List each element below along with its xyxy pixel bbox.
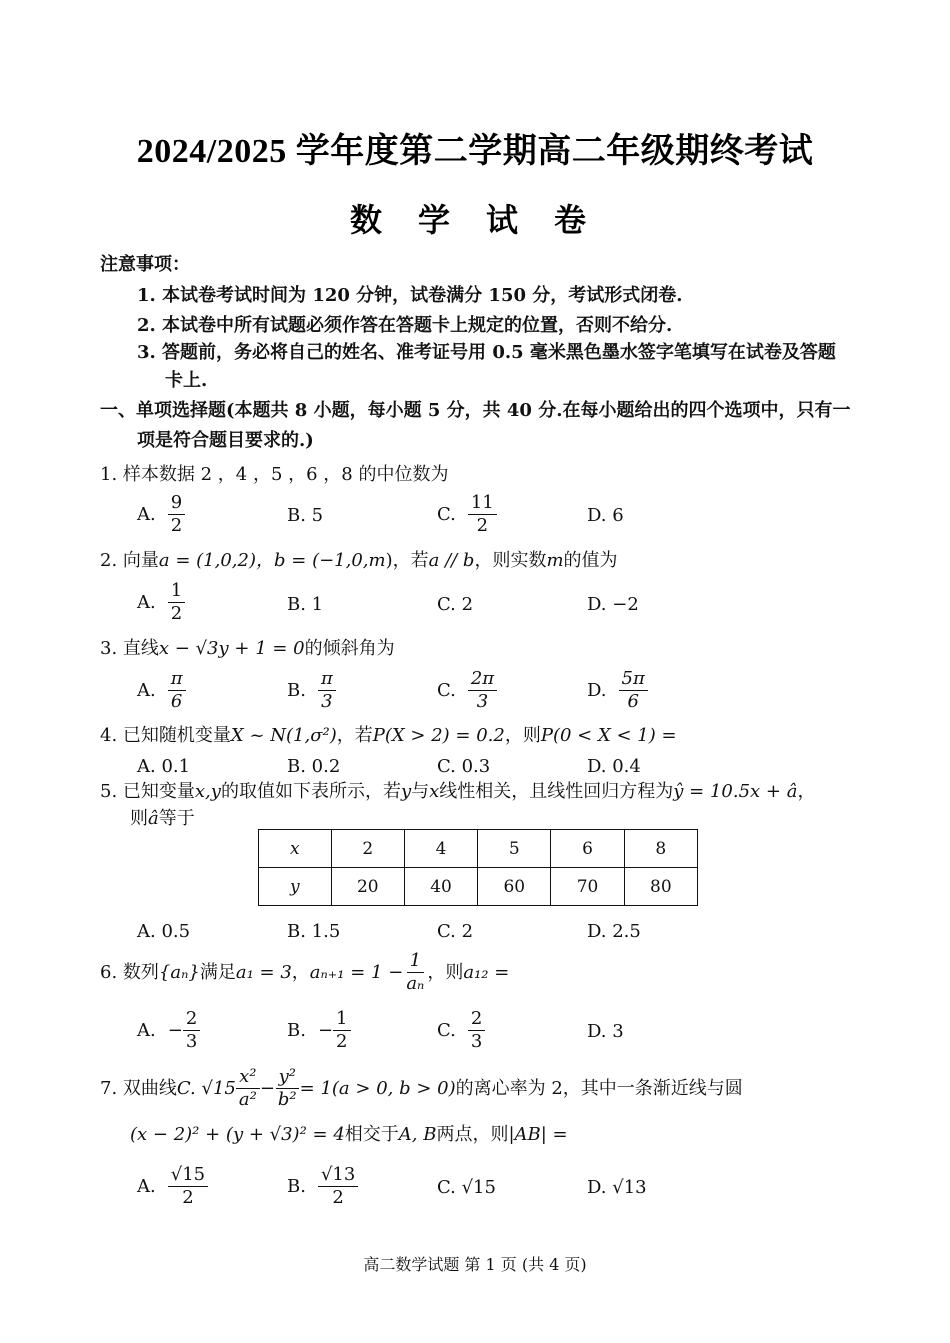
q6-option-c xyxy=(437,1008,485,1053)
length-ask: |AB| = xyxy=(508,1124,568,1145)
q5-text: 5. 已知变量 xyxy=(100,781,195,802)
q4-stem xyxy=(100,723,677,749)
regression-equation: ŷ = 10.5x + â xyxy=(673,781,798,802)
fraction xyxy=(318,668,336,713)
q7-option-b xyxy=(287,1164,358,1209)
hyperbola-name: C. √15 xyxy=(176,1077,236,1099)
q6-text: ， xyxy=(291,961,310,983)
q6-option-a xyxy=(137,1008,200,1053)
fraction xyxy=(275,1066,300,1111)
numerator: 11 xyxy=(468,492,497,515)
numerator: √15 xyxy=(168,1164,208,1187)
fraction xyxy=(468,492,497,537)
denominator: 3 xyxy=(470,1031,483,1052)
q1-option-b: B. 5 xyxy=(287,505,324,526)
minus-sign: − xyxy=(167,1019,183,1041)
table-row xyxy=(259,830,698,868)
q2-option-c: C. 2 xyxy=(437,594,474,615)
numerator: 1 xyxy=(333,1008,350,1031)
q4-option-d: D. 0.4 xyxy=(587,756,641,777)
option-label: C. xyxy=(437,679,456,701)
q6-option-b xyxy=(287,1008,351,1053)
q1-option-a xyxy=(137,492,185,537)
table-cell: 40 xyxy=(404,868,477,906)
q6-text: 满足 xyxy=(199,961,236,983)
denominator: a² xyxy=(238,1089,257,1110)
vector-a: a = (1,0,2)， xyxy=(158,550,275,571)
probability-ask: P(0 < X < 1) = xyxy=(540,725,677,746)
hyperbola-condition: = 1(a > 0, b > 0) xyxy=(299,1077,456,1099)
parallel-cond: a // b xyxy=(428,550,475,571)
table-cell: 4 xyxy=(404,830,477,868)
table-cell: 70 xyxy=(551,868,624,906)
fraction xyxy=(168,1164,208,1209)
points: A, B xyxy=(398,1124,437,1145)
page-title: 2024/2025 学年度第二学期高二年级期终考试 xyxy=(136,133,814,170)
q4-text: ，则 xyxy=(504,725,541,746)
option-label: A. xyxy=(137,1175,156,1197)
denominator: 2 xyxy=(336,1031,348,1052)
q5-text: 线性相关，且线性回归方程为 xyxy=(439,781,674,802)
q5-option-a: A. 0.5 xyxy=(137,921,191,942)
notice-item-3-cont: 卡上. xyxy=(165,370,208,391)
fraction xyxy=(468,668,497,713)
q2-option-b: B. 1 xyxy=(287,594,324,615)
variable-x: x xyxy=(429,781,440,802)
table-cell: 6 xyxy=(551,830,624,868)
q1-option-d: D. 6 xyxy=(587,505,624,526)
q6-option-d: D. 3 xyxy=(587,1021,624,1042)
fraction xyxy=(403,950,427,995)
page-subtitle: 数 学 试 卷 xyxy=(349,202,600,238)
q5-text: 与 xyxy=(411,781,430,802)
denominator: 2 xyxy=(170,603,183,624)
table-cell: x xyxy=(259,830,332,868)
fraction xyxy=(318,1164,358,1209)
denominator: 3 xyxy=(185,1031,198,1052)
variable-m: m xyxy=(546,550,564,571)
fraction xyxy=(468,1008,485,1053)
q4-option-b: B. 0.2 xyxy=(287,756,341,777)
numerator: 2 xyxy=(183,1008,200,1031)
q7-option-c: C. √15 xyxy=(437,1177,496,1198)
notice-item-1: 1. 本试卷考试时间为 120 分钟，试卷满分 150 分，考试形式闭卷. xyxy=(137,285,683,306)
numerator: y² xyxy=(276,1066,299,1089)
q5-text: 的取值如下表所示，若 xyxy=(220,781,401,802)
q2-text: )，若 xyxy=(385,550,429,571)
denominator: b² xyxy=(277,1089,297,1110)
q3-text: 3. 直线 xyxy=(100,638,159,659)
denominator: 2 xyxy=(170,515,183,536)
q2-stem xyxy=(100,548,618,574)
variable-ahat: â xyxy=(148,808,159,829)
option-label: A. xyxy=(137,591,156,613)
q3-option-b xyxy=(287,668,336,713)
page-footer: 高二数学试题 第 1 页 (共 4 页) xyxy=(363,1255,587,1274)
table-cell: 2 xyxy=(331,830,404,868)
q3-option-a xyxy=(137,668,186,713)
numerator: π xyxy=(168,668,186,691)
distribution: X ~ N(1,σ²) xyxy=(230,725,337,746)
q5-option-d: D. 2.5 xyxy=(587,921,641,942)
initial-term: a₁ = 3 xyxy=(235,961,292,983)
data-table xyxy=(258,829,698,906)
q5-stem-line1 xyxy=(100,779,815,805)
minus-sign: − xyxy=(317,1019,334,1041)
q7-text: 相交于 xyxy=(344,1124,399,1145)
table-cell: 60 xyxy=(478,868,551,906)
numerator: 1 xyxy=(407,950,424,973)
q7-text: 7. 双曲线 xyxy=(100,1077,177,1099)
denominator: 3 xyxy=(476,691,489,712)
q4-option-c: C. 0.3 xyxy=(437,756,491,777)
q4-option-a: A. 0.1 xyxy=(137,756,191,777)
fraction xyxy=(168,668,186,713)
q5-option-c: C. 2 xyxy=(437,921,474,942)
option-label: B. xyxy=(287,679,306,701)
numerator: 5π xyxy=(619,668,648,691)
q2-option-d: D. −2 xyxy=(587,594,639,615)
denominator: 3 xyxy=(321,691,333,712)
q5-text: 则 xyxy=(130,808,148,829)
option-label: A. xyxy=(137,503,156,525)
denominator: aₙ xyxy=(406,973,425,994)
q3-option-d xyxy=(587,668,648,713)
table-cell: 20 xyxy=(331,868,404,906)
option-label: A. xyxy=(137,679,156,701)
notice-heading: 注意事项： xyxy=(100,254,190,275)
option-label: C. xyxy=(437,1019,456,1041)
variable-y: y xyxy=(400,781,412,802)
table-cell: 5 xyxy=(478,830,551,868)
numerator: √13 xyxy=(318,1164,358,1187)
denominator: 2 xyxy=(332,1187,344,1208)
option-label: D. xyxy=(587,679,607,701)
table-cell: 8 xyxy=(624,830,697,868)
q7-text: 两点，则 xyxy=(436,1124,509,1145)
q6-text: ，则 xyxy=(427,961,464,983)
recurrence: aₙ₊₁ = 1 − xyxy=(309,961,404,983)
q7-option-d: D. √13 xyxy=(587,1177,647,1198)
variables: x,y xyxy=(194,781,221,802)
numerator: 2π xyxy=(468,668,497,691)
denominator: 6 xyxy=(627,691,639,712)
numerator: π xyxy=(318,668,336,691)
section-heading: 一、单项选择题(本题共 8 小题，每小题 5 分，共 40 分.在每小题给出的四个选项中，只有一 xyxy=(100,400,851,421)
table-row xyxy=(259,868,698,906)
q1-stem: 1. 样本数据 2 ，4 ，5 ，6 ，8 的中位数为 xyxy=(100,464,449,485)
q5-option-b: B. 1.5 xyxy=(287,921,341,942)
sequence: {aₙ} xyxy=(158,961,200,983)
fraction xyxy=(168,492,185,537)
numerator: 1 xyxy=(168,580,185,603)
q5-stem-line2 xyxy=(130,806,195,832)
q2-option-a xyxy=(137,580,185,625)
fraction xyxy=(619,668,648,713)
q3-text: 的倾斜角为 xyxy=(304,638,395,659)
fraction xyxy=(183,1008,200,1053)
q2-text: 2. 向量 xyxy=(100,550,159,571)
q2-text: 的值为 xyxy=(563,550,618,571)
fraction xyxy=(333,1008,350,1053)
probability-condition: P(X > 2) = 0.2 xyxy=(372,725,505,746)
q7-option-a xyxy=(137,1164,208,1209)
option-label: B. xyxy=(287,1175,306,1197)
circle-equation: (x − 2)² + (y + √3)² = 4 xyxy=(130,1124,345,1145)
q5-text: 等于 xyxy=(158,808,195,829)
minus-sign: − xyxy=(259,1077,275,1099)
line-equation: x − √3y + 1 = 0 xyxy=(158,638,305,659)
q6-stem xyxy=(100,950,509,995)
q6-text: 6. 数列 xyxy=(100,961,159,983)
denominator: 6 xyxy=(170,691,183,712)
option-label: B. xyxy=(287,1019,306,1041)
q4-text: 4. 已知随机变量 xyxy=(100,725,231,746)
table-cell: y xyxy=(259,868,332,906)
option-label: C. xyxy=(437,503,456,525)
table-cell: 80 xyxy=(624,868,697,906)
vector-b: b = (−1,0, xyxy=(274,550,369,571)
term-ask: a₁₂ = xyxy=(463,961,510,983)
q7-stem-line1 xyxy=(100,1066,743,1111)
q2-text: ，则实数 xyxy=(474,550,547,571)
section-heading-cont: 项是符合题目要求的.) xyxy=(137,430,314,451)
fraction xyxy=(168,580,185,625)
numerator: x² xyxy=(236,1066,259,1089)
notice-item-3: 3. 答题前，务必将自己的姓名、准考证号用 0.5 毫米黑色墨水签字笔填写在试卷及答题 xyxy=(137,342,836,363)
q7-text: 的离心率为 2，其中一条渐近线与圆 xyxy=(455,1077,743,1099)
numerator: 2 xyxy=(468,1008,485,1031)
variable-m: m xyxy=(368,550,386,571)
option-label: A. xyxy=(137,1019,156,1041)
q1-option-c xyxy=(437,492,497,537)
denominator: 2 xyxy=(476,515,489,536)
denominator: 2 xyxy=(182,1187,194,1208)
notice-item-2: 2. 本试卷中所有试题必须作答在答题卡上规定的位置，否则不给分. xyxy=(137,315,673,336)
fraction xyxy=(236,1066,260,1111)
q5-text: ， xyxy=(797,781,816,802)
q4-text: ，若 xyxy=(336,725,373,746)
q3-stem xyxy=(100,636,395,662)
q7-stem-line2 xyxy=(130,1122,568,1148)
numerator: 9 xyxy=(168,492,185,515)
q3-option-c xyxy=(437,668,497,713)
